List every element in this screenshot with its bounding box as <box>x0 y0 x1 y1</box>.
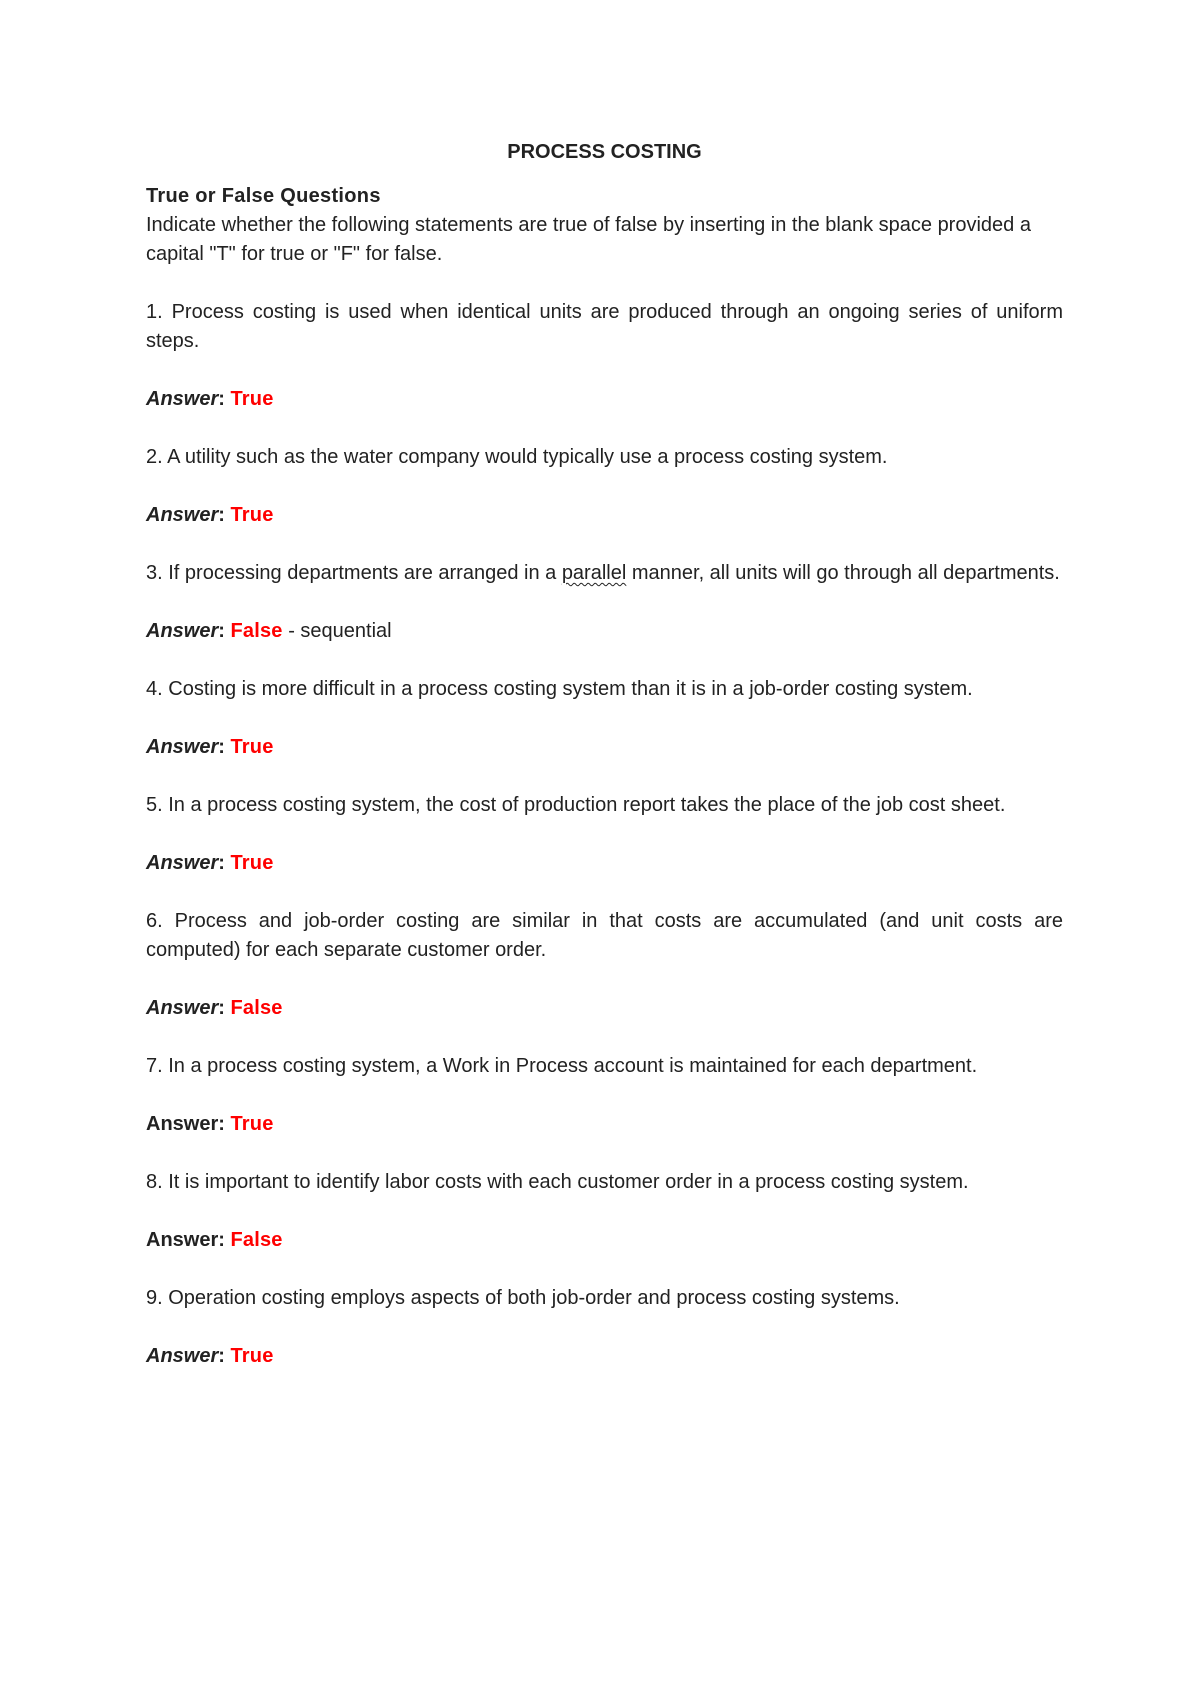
question-number: 4. <box>146 678 163 700</box>
flagged-word: parallel <box>561 562 627 584</box>
answer-label: Answer <box>146 997 219 1019</box>
answer-1 <box>146 385 1063 414</box>
answer-9 <box>146 1342 1063 1371</box>
question-text-after: manner, all units will go through all departments. <box>631 562 1060 584</box>
answer-label: Answer <box>146 852 219 874</box>
question-3 <box>146 559 1063 588</box>
answer-colon: : <box>218 504 225 526</box>
question-number: 6. <box>146 910 163 932</box>
answer-label: Answer <box>146 736 219 758</box>
answer-6 <box>146 994 1063 1023</box>
question-number: 3. <box>146 562 163 584</box>
answer-4 <box>146 733 1063 762</box>
answer-label: Answer <box>146 504 219 526</box>
question-number: 2. <box>146 446 163 468</box>
answer-value: True <box>230 852 274 874</box>
question-5 <box>146 791 1063 820</box>
document-body <box>146 138 1063 1400</box>
answer-colon: : <box>218 852 225 874</box>
question-text: A utility such as the water company would typically use a process costing system. <box>167 446 888 468</box>
answer-value: False <box>230 620 283 642</box>
question-text: In a process costing system, a Work in Process account is maintained for each department. <box>168 1055 978 1077</box>
answer-colon: : <box>218 736 225 758</box>
answer-8 <box>146 1226 1063 1255</box>
question-text: Process costing is used when identical units are produced through an ongoing series of uniform steps. <box>146 301 1063 352</box>
question-number: 9. <box>146 1287 163 1309</box>
question-4 <box>146 675 1063 704</box>
answer-value: True <box>230 736 274 758</box>
question-1 <box>146 298 1063 356</box>
question-text-before: If processing departments are arranged in a <box>168 562 557 584</box>
question-text: In a process costing system, the cost of production report takes the place of the job cost sheet. <box>168 794 1006 816</box>
question-6 <box>146 907 1063 965</box>
question-number: 7. <box>146 1055 163 1077</box>
question-text: Costing is more difficult in a process costing system than it is in a job-order costing system. <box>168 678 973 700</box>
answer-value: True <box>230 1113 274 1135</box>
answer-value: True <box>230 504 274 526</box>
question-8 <box>146 1168 1063 1197</box>
answer-label: Answer <box>146 388 219 410</box>
answer-colon: : <box>218 997 225 1019</box>
question-number: 5. <box>146 794 163 816</box>
section-heading: True or False Questions <box>146 185 381 207</box>
answer-3 <box>146 617 1063 646</box>
answer-7 <box>146 1110 1063 1139</box>
page-title: PROCESS COSTING <box>507 141 702 163</box>
answer-colon: : <box>218 620 225 642</box>
question-text: It is important to identify labor costs with each customer order in a process costing system. <box>168 1171 969 1193</box>
question-7 <box>146 1052 1063 1081</box>
answer-colon: : <box>218 1345 225 1367</box>
answer-value: False <box>230 997 283 1019</box>
question-2 <box>146 443 1063 472</box>
answer-value: True <box>230 388 274 410</box>
question-9 <box>146 1284 1063 1313</box>
answer-colon: : <box>218 1113 225 1135</box>
answer-label: Answer <box>146 1229 219 1251</box>
answer-5 <box>146 849 1063 878</box>
instructions-text: Indicate whether the following statements are true of false by inserting in the blank space provided a capital "T" for true or "F" for false. <box>146 214 1031 265</box>
answer-label: Answer <box>146 1113 219 1135</box>
answer-colon: : <box>218 1229 225 1251</box>
answer-value: True <box>230 1345 274 1367</box>
answer-label: Answer <box>146 620 219 642</box>
question-number: 1. <box>146 301 163 323</box>
answer-colon: : <box>218 388 225 410</box>
question-text: Operation costing employs aspects of both job-order and process costing systems. <box>168 1287 900 1309</box>
answer-note: - sequential <box>288 620 392 642</box>
answer-label: Answer <box>146 1345 219 1367</box>
question-number: 8. <box>146 1171 163 1193</box>
answer-2 <box>146 501 1063 530</box>
question-text: Process and job-order costing are similar in that costs are accumulated (and unit costs are computed) for each separate customer order. <box>146 910 1063 961</box>
answer-value: False <box>230 1229 283 1251</box>
